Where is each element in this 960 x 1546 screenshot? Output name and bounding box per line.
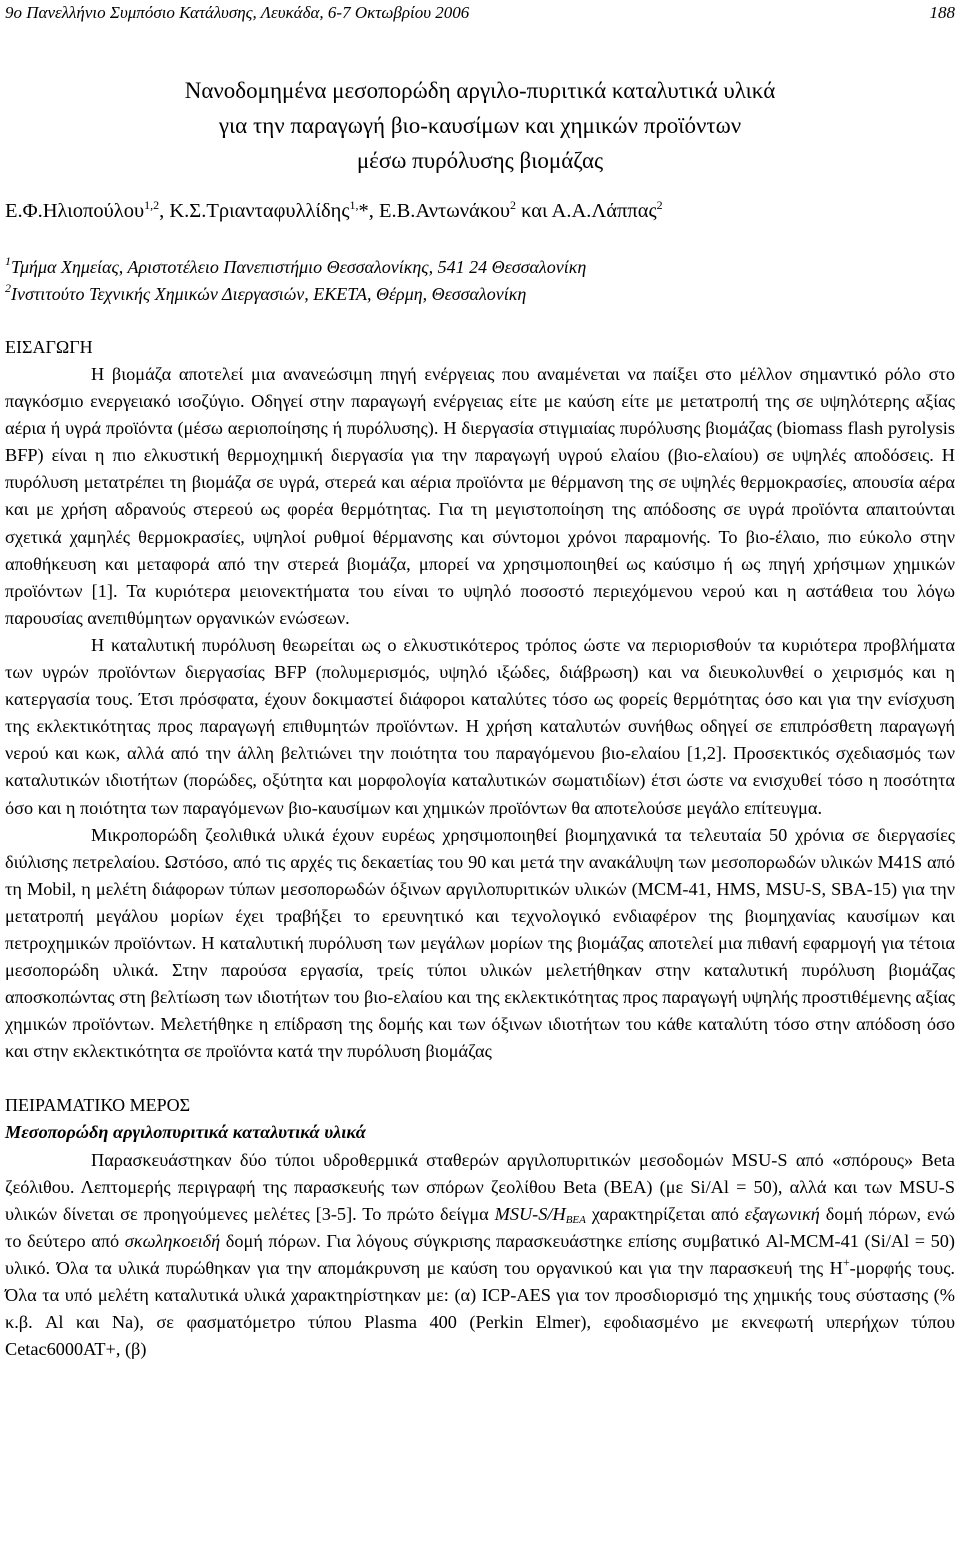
paper-title: [0, 73, 960, 178]
author-4: Α.Α.Λάππας: [551, 200, 657, 222]
emphasis-wormhole: σκωληκοειδή: [124, 1230, 221, 1251]
intro-paragraph-3: Μικροπορώδη ζεολιθικά υλικά έχουν ευρέως χρησιμοποιηθεί βιομηχανικά τα τελευταία 50 χρόνια σε διεργασίες διύλισης πετρελαίου. Ωστόσο, από τις αρχές τις δεκαετίας του 90 και μετά την ανακάλυψη των μεσοπορωδών υλικών M41S από τη Mobil, η μελέτη διάφορων τύπων μεσοπορωδών όξινων αργιλοπυριτικών υλικών (MCM-41, HMS, MSU-S, SBA-15) για την μετατροπή μεγάλου μορίων έχει τραβήξει το ερευνητικό και τεχνολογικό ενδιαφέρον της βιομηχανίας καυσίμων και πετροχημικών προϊόντων. Η καταλυτική πυρόλυση των μεγάλων μορίων της βιομάζας αποτελεί μια πιθανή εφαρμογή για τέτοια μεσοπορώδη υλικά. Στην παρούσα εργασία, τρείς τύποι υλικών μελετήθηκαν στην καταλυτική πυρόλυση βιομάζας αποσκοπώντας στη βελτίωση των ιδιοτήτων του βιο-ελαίου και της εκλεκτικότητας προς παραγωγή υψηλής προστιθέμενης αξίας χημικών προϊόντων. Μελετήθηκε η επίδραση της δομής και των όξινων ιδιοτήτων του κάθε καταλύτη τόσο στην απόδοση όσο και στην εκλεκτικότητα σε προϊόντα κατά την πυρόλυση βιομάζας: [5, 824, 955, 1062]
subsection-heading: Μεσοπορώδη αργιλοπυριτικά καταλυτικά υλικά: [5, 1122, 366, 1143]
charge-superscript: +: [842, 1254, 850, 1269]
text-run: Παρασκευάστηκαν δύο τύποι υδροθερμικά σταθερών αργιλοπυριτικών μεσοδομών MSU-S από «σπόρους» Beta ζεόλιθου. Λεπτομερής περιγραφή της παρασκευής των σπόρων ζεολίθου Beta (BEA) (με Si/Al = 50), αλλά και των MSU-S υλικών δίνεται σε προηγούμενες μελέτες [3-5]. Το πρώτο δείγμα: [5, 1149, 955, 1224]
affiliation-text: Τμήμα Χημείας, Αριστοτέλειο Πανεπιστήμιο Θεσσαλονίκης, 541 24 Θεσσαλονίκη: [11, 257, 587, 277]
affiliations: [5, 254, 955, 308]
author-1: Ε.Φ.Ηλιοπούλου: [5, 200, 145, 222]
text-run: δομή πόρων, ενώ το δεύτερο από: [5, 1203, 955, 1251]
page-number: 188: [929, 3, 955, 22]
section-spacer: [5, 1065, 955, 1092]
affiliation-2: [5, 281, 955, 308]
title-line-2: για την παραγωγή βιο-καυσίμων και χημικών προϊόντων: [218, 113, 742, 138]
author-conjunction: και: [516, 200, 552, 222]
author-3-affil: 2: [510, 198, 517, 212]
author-list: [5, 197, 955, 225]
author-separator: ,: [159, 200, 170, 222]
affiliation-marker: 2: [5, 281, 11, 295]
author-separator: ,: [368, 200, 379, 222]
experimental-paragraph-1: [5, 1147, 955, 1364]
author-2-affil: 1,: [349, 198, 359, 212]
paper-body: [5, 334, 955, 1363]
conference-name: 9ο Πανελλήνιο Συμπόσιο Κατάλυσης, Λευκάδα, 6-7 Οκτωβρίου 2006: [5, 3, 470, 22]
author-4-affil: 2: [656, 198, 663, 212]
title-line-3: μέσω πυρόλυσης βιομάζας: [356, 148, 604, 173]
text-run: -μορφής τους. Όλα τα υπό μελέτη καταλυτικά υλικά χαρακτηρίστηκαν με: (α) ICP-AES για τον προσδιορισμό της χημικής τους σύστασης (% κ.β. Al και Na), σε φασματόμετρο τύπου Plasma 400 (Perkin Elmer), εφοδιασμένο με εκνεφωτή υπερήχων τύπου Cetac6000AT+, (β): [5, 1257, 956, 1360]
affiliation-text: Ινστιτούτο Τεχνικής Χημικών Διεργασιών, ΕΚΕΤΑ, Θέρμη, Θεσσαλονίκη: [11, 284, 527, 304]
emphasis-hexagonal: εξαγωνική: [744, 1203, 820, 1224]
affiliation-1: [5, 254, 955, 281]
section-heading-intro: ΕΙΣΑΓΩΓΗ: [5, 337, 93, 357]
corresponding-mark: *: [358, 200, 369, 222]
sample-name: [495, 1204, 586, 1224]
author-1-affil: 1,2: [144, 198, 160, 212]
text-run: χαρακτηρίζεται από: [585, 1203, 745, 1224]
sample-name-text: MSU-S/H: [494, 1203, 566, 1224]
sample-subscript: BEA: [565, 1213, 586, 1226]
section-heading-experimental: ΠΕΙΡΑΜΑΤΙΚΟ ΜΕΡΟΣ: [5, 1095, 191, 1116]
text-run: δομή πόρων. Για λόγους σύγκρισης παρασκευάστηκε επίσης συμβατικό Al-MCM-41 (Si/Al = 50) υλικό. Όλα τα υλικά πυρώθηκαν για την απομάκρυνση με καύση του οργανικού και για την παρασκευή της Η: [5, 1230, 956, 1278]
affiliation-marker: 1: [5, 254, 11, 268]
author-2: Κ.Σ.Τριανταφυλλίδης: [169, 200, 350, 222]
author-3: Ε.Β.Αντωνάκου: [378, 200, 511, 222]
title-line-1: Νανοδομημένα μεσοπορώδη αργιλο-πυριτικά καταλυτικά υλικά: [184, 78, 776, 103]
intro-paragraph-1: Η βιομάζα αποτελεί μια ανανεώσιμη πηγή ενέργειας που αναμένεται να παίξει στο μέλλον σημαντικό ρόλο στο παγκόσμιο ενεργειακό ισοζύγιο. Οδηγεί στην παραγωγή ενέργειας είτε με καύση είτε με μετατροπή της σε υψηλότερης αξίας αέρια ή υγρά προϊόντα (μέσω αεριοποίησης ή πυρόλυσης). Η διεργασία στιγμιαίας πυρόλυσης βιομάζας (biomass flash pyrolysis BFP) είναι η πιο ελκυστική θερμοχημική διεργασία για την παραγωγή υγρού ελαίου (βιο-ελαίου) σε υψηλές αποδόσεις. Η πυρόλυση μετατρέπει τη βιομάζα σε υγρά, στερεά και αέρια προϊόντα με θέρμανση της σε υψηλές θερμοκρασίες, απουσία αέρα και με χρήση αδρανούς στερεού ως φορέα θερμότητας. Για τη μεγιστοποίηση της απόδοσης σε υγρά προϊόντα απαιτούνται σχετικά χαμηλές θερμοκρασίες, υψηλοί ρυθμοί θέρμανσης και σύντομοι χρόνοι παραμονής. Το βιο-έλαιο, πιο εύκολο στην αποθήκευση και μεταφορά από την στερεά βιομάζα, μπορεί να χρησιμοποιηθεί ως καύσιμο ή ως πηγή χρήσιμων χημικών προϊόντων [1]. Τα κυριότερα μειονεκτήματα του είναι το υψηλό ποσοστό περιεχόμενου νερού και η αστάθεια του λόγω παρουσίας ανεπιθύμητων οργανικών ενώσεων.: [5, 364, 955, 628]
running-header: [5, 2, 955, 24]
intro-paragraph-2: Η καταλυτική πυρόλυση θεωρείται ως ο ελκυστικότερος τρόπος ώστε να περιορισθούν τα κυριότερα προβλήματα των υγρών προϊόντων διεργασίας BFP (πολυμερισμός, υψηλό ιξώδες, διάβρωση) και να διευκολυνθεί ο χειρισμός και η κατεργασία τους. Έτσι πρόσφατα, έχουν δοκιμαστεί διάφοροι καταλύτες τόσο ως φορείς θερμότητας όσο και για την ενίσχυση της εκλεκτικότητας προς παραγωγή επιθυμητών προϊόντων. Η χρήση καταλυτών συνήθως οδηγεί σε επιπρόσθετη παραγωγή νερού και κωκ, αλλά από την άλλη βελτιώνει την ποιότητα του παραγόμενου βιο-ελαίου [1,2]. Προσεκτικός σχεδιασμός των καταλυτικών ιδιοτήτων (πορώδες, οξύτητα και μορφολογία καταλυτικών σωματιδίων) έτσι ώστε να ενισχυθεί τόσο η ποσότητα όσο και η ποιότητα των παραγόμενων βιο-καυσίμων και χημικών προϊόντων θα αποτελούσε μεγάλο επίτευγμα.: [5, 634, 955, 818]
